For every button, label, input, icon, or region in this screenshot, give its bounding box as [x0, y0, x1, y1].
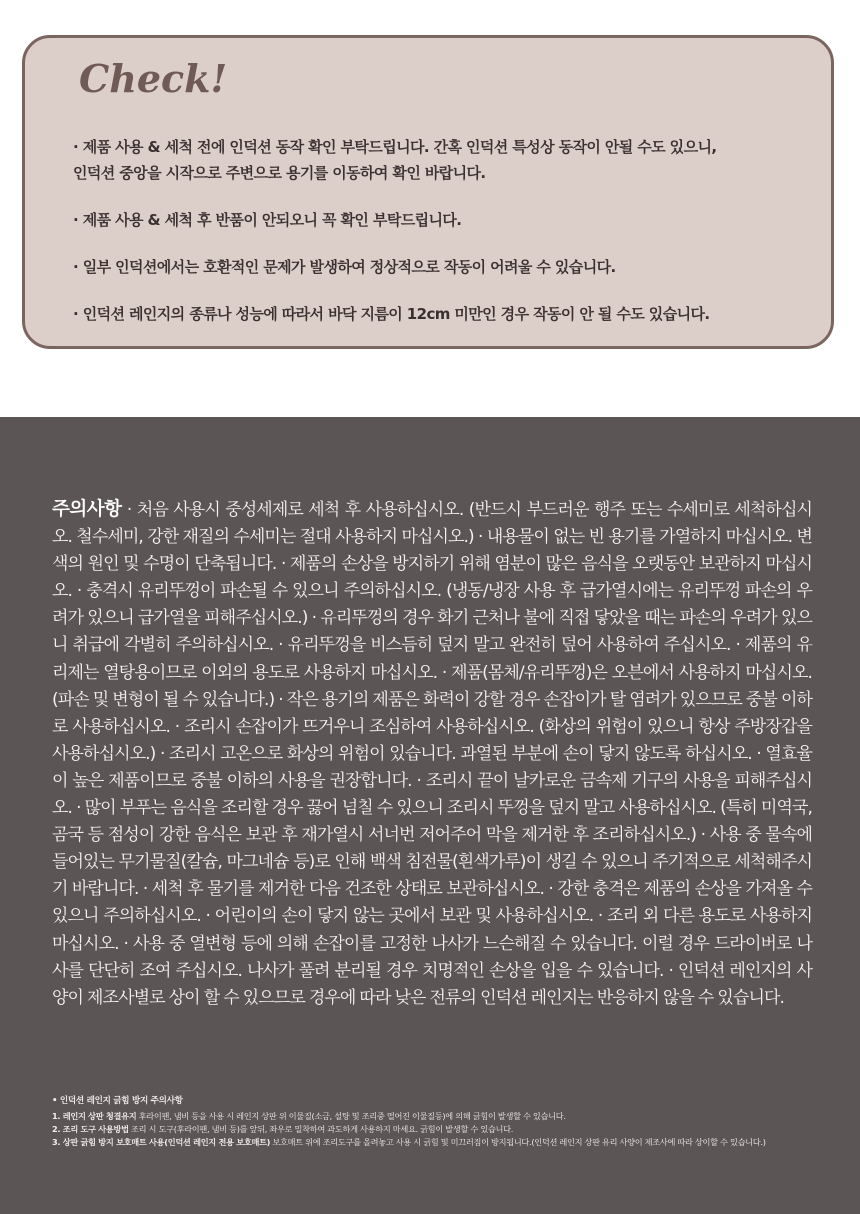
check-item-text: · 제품 사용 & 세척 전에 인덕션 동작 확인 부탁드립니다. 간혹 인덕션 특성상 동작이 안될 수도 있으니, 인덕션 중앙을 시작으로 주변으로 용기를 이동하여 확인 바랍니다. — [73, 138, 717, 182]
check-item — [73, 207, 801, 233]
check-item-text: · 제품 사용 & 세척 후 반품이 안되오니 꼭 확인 부탁드립니다. — [73, 211, 462, 229]
caution-section — [0, 417, 860, 1214]
check-item-text: · 인덕션 레인지의 종류나 성능에 따라서 바닥 지름이 12cm 미만인 경우 작동이 안 될 수도 있습니다. — [73, 305, 710, 323]
note-row — [52, 1136, 832, 1149]
caution-paragraph — [52, 496, 812, 1012]
check-item — [73, 134, 801, 186]
check-item — [73, 301, 801, 327]
check-title: Check! — [79, 56, 228, 101]
caution-heading: 주의사항 — [52, 499, 122, 520]
note-label: 1. 레인지 상판 청결유지 — [52, 1111, 137, 1121]
note-row — [52, 1110, 832, 1123]
check-list — [73, 134, 801, 348]
note-row — [52, 1123, 832, 1136]
note-text: 조리 시 도구(후라이팬, 냄비 등)를 앞뒤, 좌우로 밀착하여 과도하게 사용하지 마세요. 긁힘이 발생할 수 있습니다. — [128, 1124, 514, 1134]
scratch-notes-heading: • 인덕션 레인지 긁힘 방지 주의사항 — [52, 1096, 183, 1106]
note-label: 3. 상판 긁힘 방지 보호매트 사용(인덕션 레인지 전용 보호매트) — [52, 1137, 271, 1147]
check-panel — [22, 35, 834, 349]
note-text: 보호매트 위에 조리도구를 올려놓고 사용 시 긁힘 및 미끄러짐이 방지됩니다.(인덕션 레인지 상판 유리 사양이 제조사에 따라 상이할 수 있습니다.) — [270, 1137, 766, 1147]
caution-body: · 처음 사용시 중성세제로 세척 후 사용하십시오. (반드시 부드러운 행주 또는 수세미로 세척하십시오. 철수세미, 강한 재질의 수세미는 절대 사용하지 마십시오.) · 내용물이 없는 빈 용기를 가열하지 마십시오. 변색의 원인 및 수명이 단축됩니다. · 제품의 손상을 방지하기 위해 염분이 많은 음식을 오랫동안 보관하지 마십시오. · 충격시 유리뚜껑이 파손될 수 있으니 주의하십시오. (냉동/냉장 사용 후 급가열시에는 유리뚜껑 파손의 우려가 있으니 급가열을 피해주십시오.) · 유리뚜껑의 경우 화기 근처나 불에 직접 닿았을 때는 파손의 우려가 있으니 취급에 각별히 주의하십시오. · 유리뚜껑을 비스듬히 덮지 말고 완전히 덮어 사용하여 주십시오. · 제품의 유리제는 열탕용이므로 이외의 용도로 사용하지 마십시오. · 제품(몸체/유리뚜껑)은 오븐에서 사용하지 마십시오. (파손 및 변형이 될 수 있습니다.) · 작은 용기의 제품은 화력이 강할 경우 손잡이가 탈 염려가 있으므로 중불 이하로 사용하십시오. · 조리시 손잡이가 뜨거우니 조심하여 사용하십시오. (화상의 위험이 있으니 항상 주방장갑을 사용하십시오.) · 조리시 고온으로 화상의 위험이 있습니다. 과열된 부분에 손이 닿지 않도록 하십시오. · 열효율이 높은 제품이므로 중불 이하의 사용을 권장합니다. · 조리시 끝이 날카로운 금속제 기구의 사용을 피해주십시오. · 많이 부푸는 음식을 조리할 경우 끓어 넘칠 수 있으니 조리시 뚜껑을 덮지 말고 사용하십시오. (특히 미역국, 곰국 등 점성이 강한 음식은 보관 후 재가열시 서너번 저어주어 막을 제거한 후 조리하십시오.) · 사용 중 물속에 들어있는 무기물질(칼슘, 마그네슘 등)로 인해 백색 침전물(흰색가루)이 생길 수 있으니 주기적으로 세척해주시기 바랍니다. · 세척 후 물기를 제거한 다음 건조한 상태로 보관하십시오. · 강한 충격은 제품의 손상을 가져올 수 있으니 주의하십시오. · 어린이의 손이 닿지 않는 곳에서 보관 및 사용하십시오. · 조리 외 다른 용도로 사용하지 마십시오. · 사용 중 열변형 등에 의해 손잡이를 고정한 나사가 느슨해질 수 있습니다. 이럴 경우 드라이버로 나사를 단단히 조여 주십시오. 나사가 풀려 분리될 경우 치명적인 손상을 입을 수 있습니다. · 인덕션 레인지의 사양이 제조사별로 상이 할 수 있으므로 경우에 따라 낮은 전류의 인덕션 레인지는 반응하지 않을 수 있습니다. — [52, 500, 812, 1008]
check-item — [73, 254, 801, 280]
note-label: 2. 조리 도구 사용방법 — [52, 1124, 129, 1134]
scratch-notes — [52, 1095, 832, 1149]
note-text: 후라이팬, 냄비 등을 사용 시 레인지 상판 위 이물질(소금, 설탕 및 조리중 떨어진 이물질등)에 의해 긁힘이 발생할 수 있습니다. — [136, 1111, 566, 1121]
check-item-text: · 일부 인덕션에서는 호환적인 문제가 발생하여 정상적으로 작동이 어려울 수 있습니다. — [73, 258, 616, 276]
